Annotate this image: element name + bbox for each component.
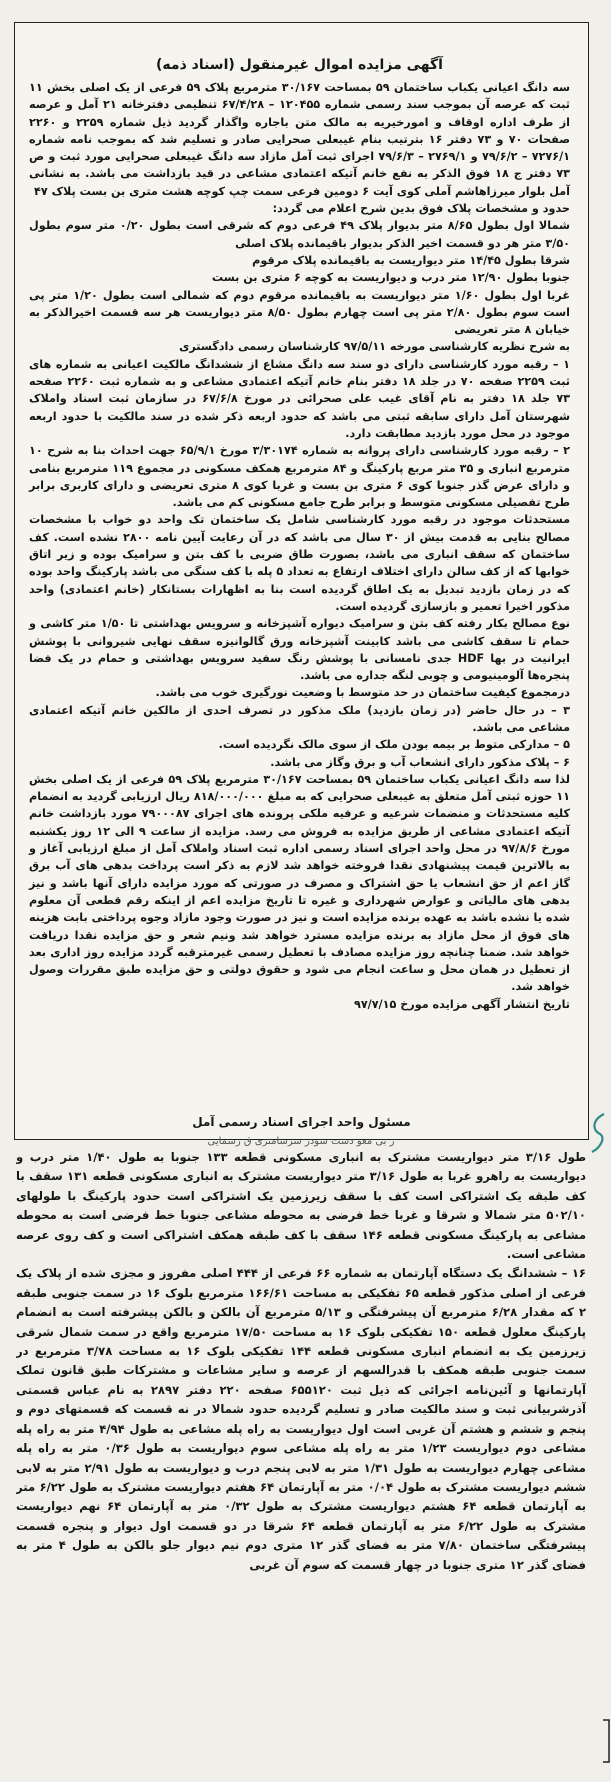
signature-line: مسئول واحد اجرای اسناد رسمی آمل (192, 1115, 411, 1129)
notice-paragraph: ۵ – مدارکی متوط بر بیمه بودن ملک از سوی مالک نگردیده است. (218, 738, 570, 752)
continuation-paragraph: ۱۶ – ششدانگ یک دستگاه آپارتمان به شماره ۶۶ فرعی از ۴۴۴ اصلی مفروز و مجزی شده از پلاک یک فرعی از اصلی مذکور قطعه ۶۵ تفکیکی به مساحت ۱۶۶/۶۱ مترمربع بلوک ۱۶ در سمت جنوبی طبقه ۲ که مقدار ۶/۲۸ مترمربع آن پیشرفتگی و ۵/۱۳ مترمربع آن بالکن و بالکن پیشرفته است به انضمام پارکینگ معلول قطعه ۱۵۰ تفکیکی بلوک ۱۶ به مساحت ۱۷/۵۰ مترمربع واقع در سمت شمال شرقی زیرزمین یک به انضمام انباری مسکونی قطعه ۱۴۴ تفکیکی بلوک ۱۶ به مساحت ۳/۷۸ مترمربع در سمت جنوبی طبقه همکف با قدرالسهم از عرصه و سایر مشاعات و مشترکات طبق قانون تملک آپارتمانها و آئین‌نامه اجرائی که ذیل ثبت ۶۵۵۱۲۰ صفحه ۲۲۰ دفتر ۲۸۹۷ به نام عباس قسمتی آذرشربیانی ثبت و سند مالکیت صادر و تسلیم گردیده حدود شمالا در نه قسمت که قسمتهای دوم و پنجم و ششم و هشتم آن غربی است اول دیواریست به راه پله مشاعی به طول ۴/۹۴ متر به راه پله مشاعی دوم دیواریست ۱/۲۳ متر به راه پله مشاعی سوم دیواریست به طول ۰/۳۶ متر به راه پله مشاعی چهارم دیواریست به طول ۱/۳۱ متر به لابی پنجم درب و دیواریست به طول ۲/۹۱ متر به لابی ششم دیواریست مشترک به طول ۰/۰۴ متر به آپارتمان ۶۴ هفتم دیواریست مشترک به طول ۶/۲۲ متر به آپارتمان قطعه ۶۴ هشتم دیواریست مشترک به طول ۰/۳۲ متر به آپارتمان ۶۴ نهم دیواریست مشترک به طول ۶/۲۲ متر به آپارتمان قطعه ۶۴ شرقا در دو قسمت اول دیوار و پنجره قسمت پیشرفتگی ساختمان ۷/۸۰ متر به فضای گذر ۱۲ متری دوم نیم دیوار جلو بالکن به طول ۴ متر به فضای گذر ۱۲ متری جنوبا در چهار قسمت که سوم آن غربی (16, 1266, 586, 1572)
continuation-paragraph: طول ۳/۱۶ متر دیواریست مشترک به انباری مسکونی قطعه ۱۳۳ جنوبا به طول ۱/۴۰ متر درب و دیواریست به راهرو غربا به طول ۳/۱۶ متر دیواریست مشترک به انباری مسکونی قطعه ۱۳۱ سقف با کف طبقه یک اشتراکی است کف با سقف زیرزمین یک اشتراکی است حدود پارکینگ با طولهای ۵۰۲/۱۰ متر شمالا و شرقا و غربا خط فرضی به محوطه مشاعی جنوبا خط فرضی است به محوطه مشاعی به پارکینگ مسکونی قطعه ۱۴۶ سقف با کف طبقه همکف اشتراکی است و کف روی عرصه مشاعی است. (16, 1150, 586, 1262)
notice-paragraph: سه دانگ اعیانی یکباب ساختمان ۵۹ بمساحت ۳۰/۱۶۷ مترمربع پلاک ۵۹ فرعی از یک اصلی بخش ۱۱ ثبت که عرصه آن بموجب سند رسمی شماره ۱۲۰۴۵۵ – ۶۷/۴/۲۸ تنظیمی دفترخانه ۲۱ آمل و عرصه از طرف اداره اوقاف و امورخیریه به مالک متن باجاره واگذار گردید ذیل شماره ۲۲۵۹ و ۲۲۶۰ صفحات ۷۰ و ۷۳ دفتر ۱۶ بترتیب بنام غیبعلی صحرایی صادر و تسلیم شد که بموجب نامه شماره ۷۲۷۶/۱ – ۷۹/۶/۲ و ۲۷۶۹/۱ – ۷۹/۶/۳ اجرای ثبت آمل مازاد سه دانگ غیبعلی صحرایی مورد ثبت و ص ۷۳ دفتر ج ۱۸ فوق الذکر به نفع خانم آتیکه اعتمادی مشاعی در قید بازداشت می باشد. به نشانی آمل بلوار میرزاهاشم آملی کوی آیت ۶ دومین فرعی سمت چپ کوچه هشت متری بن بست پلاک ۴۷ (29, 81, 571, 198)
notice-paragraph: ۲ – رقبه مورد کارشناسی دارای پروانه به شماره ۳/۳۰۱۷۴ مورخ ۶۵/۹/۱ جهت احداث بنا به شرح ۱۰ مترمربع انباری و ۳۵ متر مربع پارکینگ و ۸۴ مترمربع همکف مسکونی در مجموع ۱۱۹ مترمربع بنامی و دارای عرض گذر جنوبا کوی ۶ متری بن بست و غربا کوی ۸ متری تعریضی و دارای کاربری برابر طرح تفصیلی مسکونی متوسط و برابر طرح جامع مسکونی کم می باشد. (29, 444, 571, 510)
notice-paragraph: شرقا بطول ۱۴/۴۵ متر دیواریست به باقیمانده پلاک مرقوم (252, 253, 570, 267)
notice-title: آگهی مزایده اموال غیرمنقول (اسناد ذمه) (156, 57, 443, 73)
notice-paragraph: نوع مصالح بکار رفته کف بتن و سرامیک دیواره آشپزخانه و سرویس بهداشتی تا ۱/۵۰ متر کاشی و حمام تا سقف کاشی می باشد کابینت آشپزخانه ورق گالوانیزه سقف نهایی شیروانی با پوشش ایرانیت در بها HDF جدی نامسانی با پوشش رنگ سفید سرویس بهداشتی و حمام در یک فضا پنجره‌ها آلومینیومی و چوبی لنگه جداره می باشد. (29, 617, 571, 683)
notice-paragraph: ۱ – رقبه مورد کارشناسی دارای دو سند سه دانگ مشاع از ششدانگ مالکیت اعیانی به شماره های ثبت ۲۲۵۹ صفحه ۷۰ در جلد ۱۸ دفتر بنام خانم آتیکه اعتمادی مشاعی و به شماره ثبت ۲۲۶۰ صفحه ۷۳ جلد ۱۸ دفتر به نام آقای غیب علی صحرائی در مورخ ۶۷/۶/۸ در سازمان ثبت اسناد واملاک شهرستان آمل دارای سابقه ثبتی می باشد که حدود اربعه ذکر شده در سند مالکیت با حدود اربعه موجود در محل مورد بازدید مطابقت دارد. (29, 357, 571, 440)
notice-paragraph: مستحدثات موجود در رقبه مورد کارشناسی شامل یک ساختمان تک واحد دو خواب با مشخصات مصالح بنایی به قدمت بیش از ۳۰ سال می باشد که در آن رعایت آیین نامه ۲۸۰۰ نشده است. کف ساختمان که سقف انباری می باشد، بصورت طاق ضربی با کف بتن و سرامیک بوده و زیر اتاق خوابها که از کف سالن دارای اختلاف ارتفاع به تعداد ۵ پله با کف سنگی می باشد پارکینگ واحد بوده که در زمان بازدید تبدیل به یک اطاق گردیده است بنا به اظهارات بستانکار (خانم اعتمادی) واحد مذکور اخیرا تعمیر و بازسازی گردیده است. (29, 513, 571, 613)
publication-date: تاریخ انتشار آگهی مزایده مورخ ۹۷/۷/۱۵ (353, 997, 570, 1011)
notice-paragraph: درمجموع کیفیت ساختمان در حد متوسط با وضعیت نورگیری خوب می باشد. (155, 686, 570, 700)
auction-notice-box (14, 22, 589, 1140)
notice-paragraph: غربا اول بطول ۱/۶۰ متر دیواریست به باقیمانده مرقوم دوم که شمالی است بطول ۱/۲۰ متر پی است سوم بطول ۲/۸۰ متر پی است چهارم بطول ۸/۵۰ متر دیواریست هر سه قسمت اخیرالذکر به خیابان ۸ متر تعریضی (29, 288, 570, 337)
notice-paragraph: لذا سه دانگ اعیانی یکباب ساختمان ۵۹ بمساحت ۳۰/۱۶۷ مترمربع پلاک ۵۹ فرعی از یک اصلی بخش ۱۱ حوزه ثبتی آمل متعلق به غیبعلی صحرایی که به مبلغ ۸۱۸/۰۰۰/۰۰۰ ریال ارزیابی گردید به انضمام کلیه مستحدثات و منضمات شرعیه و عرفیه ملکی پرونده های اجرای ۷۹۰۰۰۸۷ مورد بازداشت خانم آتیکه اعتمادی مشاعی از طریق مزایده به فروش می رسد. مزایده از ساعت ۹ الی ۱۲ روز یکشنبه مورخ ۹۷/۸/۶ در محل واحد اجرای اسناد رسمی اداره ثبت اسناد واملاک آمل از مبلغ ارزیابی آغاز و به بالاترین قیمت پیشنهادی نقدا فروخته خواهد شد لازم به ذکر است پرداخت بدهی های آب برق گاز اعم از حق انشعاب یا حق اشتراک و مصرف در صورتی که مورد مزایده دارای آنها باشد و نیز بدهی های مالیاتی و عوارض شهرداری و غیره تا تاریخ مزایده اعم از اینکه رقم قطعی آن معلوم شده یا نشده باشد به عهده برنده مزایده است و نیز در صورت وجود مازاد وجوه پرداختی بابت هزینه های فوق از محل مازاد به برنده مزایده مسترد خواهد شد ونیم شعر و حق مزایده نقدا دریافت خواهد شد. ضمنا چنانچه روز مزایده مصادف با تعطیل رسمی غیرمترقبه گردد مزایده روز اداری بعد از تعطیل در همان محل و ساعت انجام می شود و حقوق دولتی و حق مزایده طبق مقررات وصول خواهد شد. (29, 772, 571, 994)
notice-paragraph: به شرح نظریه کارشناسی مورخه ۹۷/۵/۱۱ کارشناسان رسمی دادگستری (179, 340, 570, 354)
continuation-column (16, 1148, 586, 1780)
cut-off-text-fragment: ر بی معو دست سودر سرسامتزی ق رسمایی (207, 1136, 395, 1147)
notice-paragraph: جنوبا بطول ۱۲/۹۰ متر درب و دیواریست به کوچه ۶ متری بن بست (211, 271, 570, 285)
edge-bracket-mark (601, 1716, 611, 1766)
notice-paragraph: ۶ – پلاک مذکور دارای انشعاب آب و برق وگاز می باشد. (270, 755, 570, 769)
notice-paragraph: حدود و مشخصات پلاک فوق بدین شرح اعلام می گردد: (272, 202, 570, 216)
notice-paragraph: شمالا اول بطول ۸/۶۵ متر بدیوار پلاک ۴۹ فرعی دوم که شرقی است بطول ۰/۲۰ متر سوم بطول ۳/۵۰ متر هر دو قسمت اخیر الذکر بدیوار باقیمانده پلاک اصلی (29, 219, 570, 250)
ink-swirl-mark (588, 1108, 608, 1158)
notice-paragraph: ۳ – در حال حاضر (در زمان بازدید) ملک مذکور در تصرف احدی از مالکین خانم آتیکه اعتمادی مشاعی می باشد. (29, 703, 570, 734)
